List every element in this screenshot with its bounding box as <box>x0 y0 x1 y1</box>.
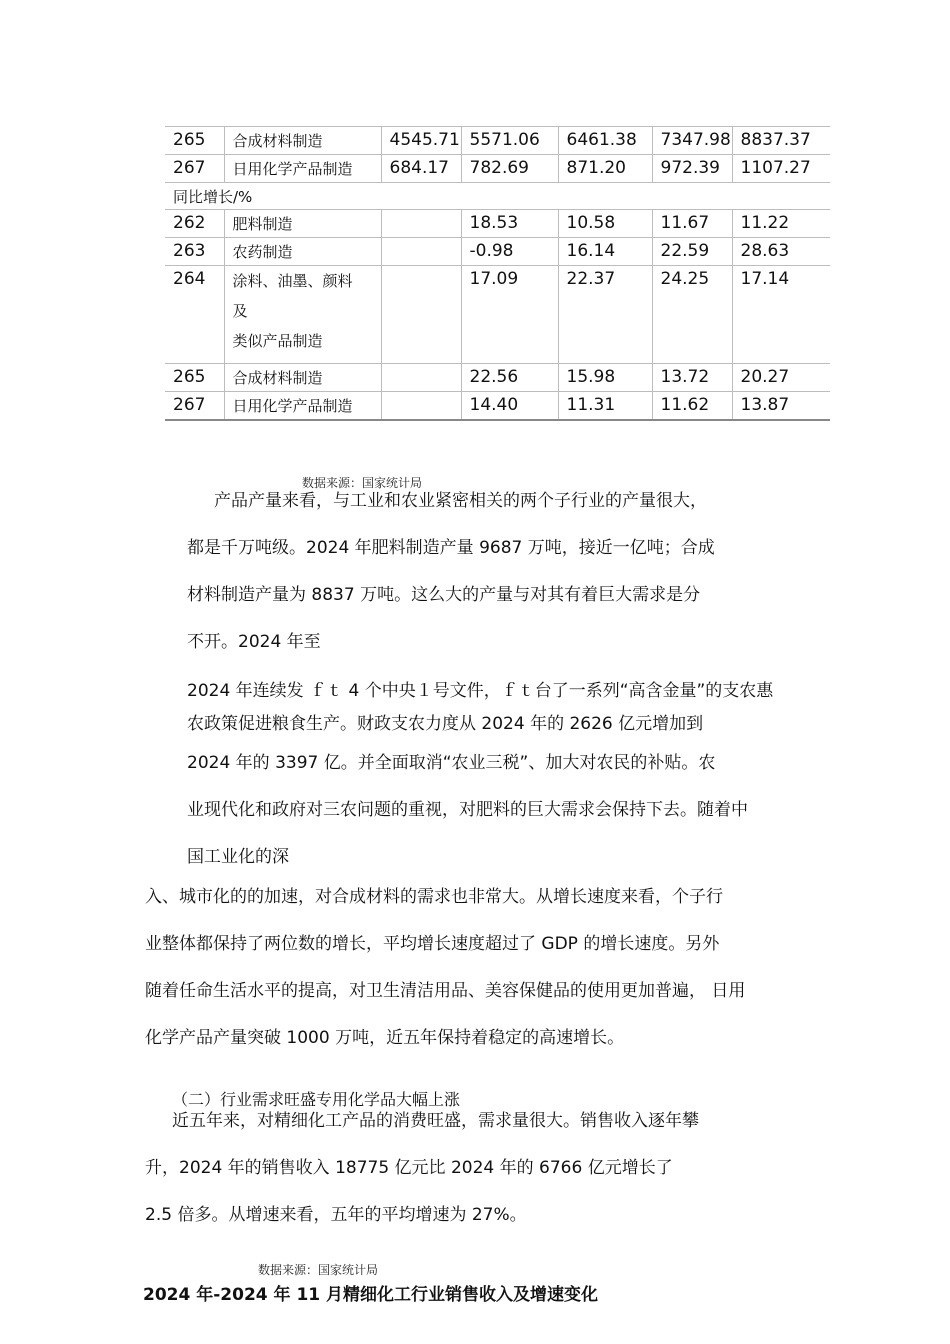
table-cell <box>381 364 461 392</box>
text-line: 2024 年的 3397 亿。并全面取消“农业三税”、加大对农民的补贴。农 <box>187 753 716 773</box>
table-cell <box>381 238 461 266</box>
table-cell: 11.22 <box>732 210 830 238</box>
table-row <box>165 364 830 392</box>
text-line: 入、城市化的的加速，对合成材料的需求也非常大。从增长速度来看，个子行 <box>145 887 723 907</box>
industry-name <box>224 266 381 364</box>
paragraph-production <box>187 478 715 666</box>
table-cell: 11.67 <box>652 210 732 238</box>
text-line: 随着任命生活水平的提高，对卫生清洁用品、美容保健品的使用更加普遍， 日用 <box>145 981 746 1001</box>
industry-code: 267 <box>165 155 224 183</box>
section-heading: （二）行业需求旺盛专用化学品大幅上涨 <box>172 1090 461 1109</box>
text-line: 都是千万吨级。2024 年肥料制造产量 9687 万吨，接近一亿吨；合成 <box>187 538 715 558</box>
table-cell: 17.09 <box>461 266 558 364</box>
table-cell: 1107.27 <box>732 155 830 183</box>
industry-name-line: 类似产品制造 <box>232 332 323 350</box>
table-cell: 871.20 <box>558 155 652 183</box>
table-cell: 22.56 <box>461 364 558 392</box>
industry-code: 263 <box>165 238 224 266</box>
text-line: 国工业化的深 <box>187 847 289 867</box>
text-line: 升，2024 年的销售收入 18775 亿元比 2024 年的 6766 亿元增长了 <box>145 1158 673 1178</box>
table-row <box>165 392 830 421</box>
table-cell: 4545.71 <box>381 127 461 155</box>
paragraph-growth <box>145 874 745 1062</box>
table-row <box>165 155 830 183</box>
table-cell: 13.87 <box>732 392 830 421</box>
table-cell: 10.58 <box>558 210 652 238</box>
industry-name-line: 及 <box>232 302 248 320</box>
table-cell: 18.53 <box>461 210 558 238</box>
text-line: 2024 年连续发 ｆｔ 4 个中央１号文件，ｆｔ台了一系列“高含金量”的支农惠 <box>187 681 774 701</box>
industry-name: 合成材料制造 <box>224 127 381 155</box>
table-row <box>165 266 830 364</box>
text-line: 近五年来，对精细化工产品的消费旺盛，需求量很大。销售收入逐年攀 <box>172 1111 699 1131</box>
table-cell: 8837.37 <box>732 127 830 155</box>
text-line: 业整体都保持了两位数的增长，平均增长速度超过了 GDP 的增长速度。另外 <box>145 934 720 954</box>
text-line: 2.5 倍多。从增速来看，五年的平均增速为 27%。 <box>145 1205 527 1225</box>
text-line: 材料制造产量为 8837 万吨。这么大的产量与对其有着巨大需求是分 <box>187 585 701 605</box>
table-cell: 15.98 <box>558 364 652 392</box>
text-line: 化学产品产量突破 1000 万吨，近五年保持着稳定的高速增长。 <box>145 1028 625 1048</box>
chart-caption: 2024 年-2024 年 11 月精细化工行业销售收入及增速变化 <box>143 1285 599 1305</box>
table-row <box>165 127 830 155</box>
industry-name: 肥料制造 <box>224 210 381 238</box>
table-cell <box>381 266 461 364</box>
data-source-note: 数据来源：国家统计局 <box>258 1263 379 1277</box>
text-line: 不开。2024 年至 <box>187 632 321 652</box>
industry-name: 合成材料制造 <box>224 364 381 392</box>
section-label: 同比增长/% <box>165 183 830 210</box>
table-cell: 972.39 <box>652 155 732 183</box>
table-cell: 7347.98 <box>652 127 732 155</box>
table-cell: 17.14 <box>732 266 830 364</box>
industry-name-line: 涂料、油墨、颜料 <box>232 272 353 290</box>
text-line: 农政策促进粮食生产。财政支农力度从 2024 年的 2626 亿元增加到 <box>187 714 704 734</box>
text-line: 业现代化和政府对三农问题的重视，对肥料的巨大需求会保持下去。随着中 <box>187 800 748 820</box>
paragraph-sales <box>145 1098 699 1239</box>
table-cell: 28.63 <box>732 238 830 266</box>
text-line: 产品产量来看，与工业和农业紧密相关的两个子行业的产量很大， <box>214 491 707 511</box>
industry-code: 265 <box>165 364 224 392</box>
industry-name: 农药制造 <box>224 238 381 266</box>
table-cell: 14.40 <box>461 392 558 421</box>
section-row <box>165 183 830 210</box>
industry-code: 267 <box>165 392 224 421</box>
table-cell <box>381 392 461 421</box>
table-row <box>165 210 830 238</box>
table-cell: 16.14 <box>558 238 652 266</box>
table-cell: 5571.06 <box>461 127 558 155</box>
industry-code: 262 <box>165 210 224 238</box>
table-cell: 782.69 <box>461 155 558 183</box>
industry-name: 日用化学产品制造 <box>224 392 381 421</box>
table-row <box>165 238 830 266</box>
industry-code: 265 <box>165 127 224 155</box>
table-cell: 24.25 <box>652 266 732 364</box>
paragraph-policy <box>187 675 773 741</box>
table-cell: 13.72 <box>652 364 732 392</box>
table-cell: 6461.38 <box>558 127 652 155</box>
table-cell <box>381 210 461 238</box>
table-cell: 22.37 <box>558 266 652 364</box>
table-cell: -0.98 <box>461 238 558 266</box>
table-cell: 684.17 <box>381 155 461 183</box>
data-source-note: 数据来源：国家统计局 <box>302 476 423 490</box>
table-cell: 20.27 <box>732 364 830 392</box>
statistics-table <box>165 126 830 421</box>
industry-name: 日用化学产品制造 <box>224 155 381 183</box>
table-cell: 22.59 <box>652 238 732 266</box>
paragraph-policy-cont <box>187 740 748 881</box>
industry-code: 264 <box>165 266 224 364</box>
table-cell: 11.62 <box>652 392 732 421</box>
table-cell: 11.31 <box>558 392 652 421</box>
